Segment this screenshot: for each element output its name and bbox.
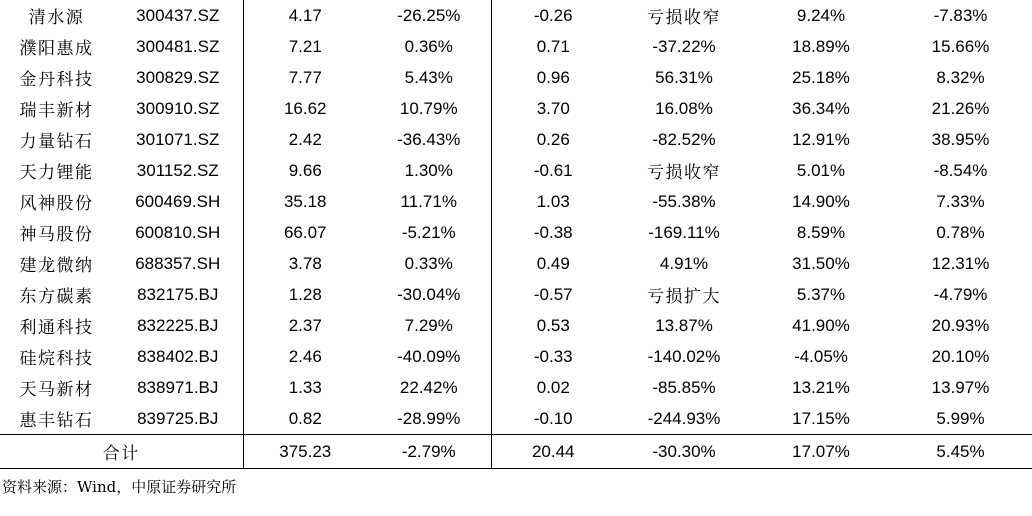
- value-col7: 13.21%: [792, 377, 850, 397]
- value-col5: -0.26: [533, 5, 573, 25]
- table-row: [0, 248, 1032, 279]
- value-col8: -7.83%: [933, 5, 988, 25]
- value-col5: 0.96: [536, 67, 570, 87]
- value-col5: 1.03: [536, 191, 570, 211]
- value-col4: 0.33%: [367, 248, 491, 279]
- total-c5: 20.44: [491, 435, 615, 469]
- value-col6: 56.31%: [655, 67, 713, 87]
- value-col5: 0.26: [536, 129, 570, 149]
- stock-code: 832175.BJ: [113, 279, 243, 310]
- value-col8: 21.26%: [931, 98, 990, 118]
- table-row: [0, 62, 1032, 93]
- value-col3: 7.77: [288, 67, 322, 87]
- table-row: [0, 372, 1032, 403]
- table-row: [0, 93, 1032, 124]
- stock-code: 300910.SZ: [113, 93, 243, 124]
- value-col8: -4.79%: [933, 284, 988, 304]
- stock-code: 301152.SZ: [113, 155, 243, 186]
- company-name: 东方碳素: [19, 287, 94, 307]
- value-col4: -40.09%: [367, 341, 491, 372]
- value-col8: 0.78%: [936, 222, 985, 242]
- value-col8: 38.95%: [931, 129, 990, 149]
- value-col6: 亏损收窄: [647, 163, 721, 183]
- value-col8: 20.93%: [931, 315, 990, 335]
- value-col7: -4.05%: [794, 346, 848, 366]
- value-col6: -169.11%: [648, 222, 720, 242]
- value-col5: 0.49: [536, 253, 570, 273]
- stock-code: 301071.SZ: [113, 124, 243, 155]
- stock-code: 300481.SZ: [113, 31, 243, 62]
- value-col6: 13.87%: [655, 315, 713, 335]
- value-col6: 亏损收窄: [647, 8, 721, 28]
- value-col8: 5.99%: [936, 408, 985, 428]
- total-c6: -30.30%: [615, 435, 753, 469]
- value-col6: 16.08%: [655, 98, 713, 118]
- value-col4: 0.36%: [367, 31, 491, 62]
- stock-code: 300437.SZ: [113, 0, 243, 31]
- value-col3: 66.07: [283, 222, 327, 242]
- value-col5: 3.70: [536, 98, 570, 118]
- value-col3: 0.82: [288, 408, 322, 428]
- stock-code: 600810.SH: [113, 217, 243, 248]
- table-row: [0, 341, 1032, 372]
- total-row: [0, 435, 1032, 469]
- total-c3: 375.23: [243, 435, 367, 469]
- value-col6: 亏损扩大: [647, 287, 721, 307]
- table-row: [0, 155, 1032, 186]
- value-col3: 3.78: [288, 253, 322, 273]
- company-name: 神马股份: [19, 225, 94, 245]
- stock-code: 838402.BJ: [113, 341, 243, 372]
- table-row: [0, 0, 1032, 31]
- value-col3: 2.37: [288, 315, 322, 335]
- value-col7: 36.34%: [792, 98, 850, 118]
- value-col3: 16.62: [283, 98, 327, 118]
- value-col7: 17.15%: [792, 408, 850, 428]
- value-col3: 4.17: [288, 5, 322, 25]
- value-col8: -8.54%: [933, 160, 988, 180]
- table-row: [0, 403, 1032, 435]
- value-col4: -26.25%: [367, 0, 491, 31]
- value-col5: 0.71: [536, 36, 570, 56]
- stock-code: 300829.SZ: [113, 62, 243, 93]
- value-col8: 7.33%: [936, 191, 985, 211]
- company-name: 力量钻石: [19, 132, 94, 152]
- value-col6: -85.85%: [652, 377, 716, 397]
- value-col3: 9.66: [288, 160, 322, 180]
- value-col6: -37.22%: [652, 36, 716, 56]
- company-name: 瑞丰新材: [19, 101, 94, 121]
- value-col6: -82.52%: [652, 129, 716, 149]
- value-col3: 1.28: [288, 284, 322, 304]
- company-name: 天力锂能: [19, 163, 94, 183]
- company-name: 建龙微纳: [19, 256, 94, 276]
- value-col7: 8.59%: [796, 222, 846, 242]
- value-col7: 5.37%: [796, 284, 846, 304]
- table-row: [0, 124, 1032, 155]
- value-col4: -36.43%: [367, 124, 491, 155]
- value-col4: 22.42%: [367, 372, 491, 403]
- table-row: [0, 186, 1032, 217]
- value-col8: 12.31%: [931, 253, 990, 273]
- company-name: 清水源: [28, 8, 85, 28]
- value-col6: -55.38%: [652, 191, 716, 211]
- table-row: [0, 217, 1032, 248]
- stock-code: 839725.BJ: [113, 403, 243, 435]
- value-col6: -244.93%: [647, 408, 721, 428]
- value-col8: 13.97%: [931, 377, 990, 397]
- value-col3: 1.33: [288, 377, 322, 397]
- value-col7: 12.91%: [792, 129, 850, 149]
- value-col4: -28.99%: [367, 403, 491, 435]
- company-name: 硅烷科技: [19, 349, 94, 369]
- table-row: [0, 310, 1032, 341]
- value-col4: -5.21%: [367, 217, 491, 248]
- company-name: 惠丰钻石: [19, 411, 94, 431]
- value-col3: 35.18: [283, 191, 327, 211]
- stock-code: 688357.SH: [113, 248, 243, 279]
- value-col8: 8.32%: [936, 67, 985, 87]
- value-col3: 7.21: [288, 36, 322, 56]
- value-col4: 7.29%: [367, 310, 491, 341]
- value-col7: 5.01%: [796, 160, 846, 180]
- value-col8: 20.10%: [931, 346, 990, 366]
- total-label: 合计: [0, 435, 243, 469]
- value-col7: 41.90%: [792, 315, 850, 335]
- value-col7: 25.18%: [792, 67, 850, 87]
- company-name: 天马新材: [19, 380, 94, 400]
- value-col5: -0.57: [533, 284, 573, 304]
- total-c4: -2.79%: [367, 435, 491, 469]
- value-col5: 0.02: [536, 377, 570, 397]
- value-col5: -0.33: [533, 346, 573, 366]
- company-name: 风神股份: [19, 194, 94, 214]
- company-name: 濮阳惠成: [19, 39, 94, 59]
- value-col6: -140.02%: [647, 346, 721, 366]
- value-col5: -0.10: [533, 408, 573, 428]
- value-col4: 10.79%: [367, 93, 491, 124]
- stock-code: 600469.SH: [113, 186, 243, 217]
- value-col5: -0.61: [533, 160, 573, 180]
- stock-code: 832225.BJ: [113, 310, 243, 341]
- source-note: 资料来源：Wind，中原证券研究所: [2, 478, 237, 496]
- value-col3: 2.46: [288, 346, 322, 366]
- table-row: [0, 31, 1032, 62]
- company-name: 利通科技: [19, 318, 94, 338]
- value-col5: 0.53: [536, 315, 570, 335]
- stock-code: 838971.BJ: [113, 372, 243, 403]
- total-c7: 17.07%: [753, 435, 889, 469]
- value-col4: 11.71%: [367, 186, 491, 217]
- value-col7: 9.24%: [796, 5, 846, 25]
- company-name: 金丹科技: [19, 70, 94, 90]
- value-col8: 15.66%: [931, 36, 990, 56]
- value-col5: -0.38: [533, 222, 573, 242]
- total-c8: 5.45%: [889, 435, 1032, 469]
- value-col3: 2.42: [288, 129, 322, 149]
- value-col4: -30.04%: [367, 279, 491, 310]
- value-col7: 18.89%: [792, 36, 850, 56]
- table-row: [0, 279, 1032, 310]
- value-col4: 1.30%: [367, 155, 491, 186]
- value-col6: 4.91%: [659, 253, 709, 273]
- value-col7: 31.50%: [792, 253, 850, 273]
- value-col7: 14.90%: [792, 191, 850, 211]
- value-col4: 5.43%: [367, 62, 491, 93]
